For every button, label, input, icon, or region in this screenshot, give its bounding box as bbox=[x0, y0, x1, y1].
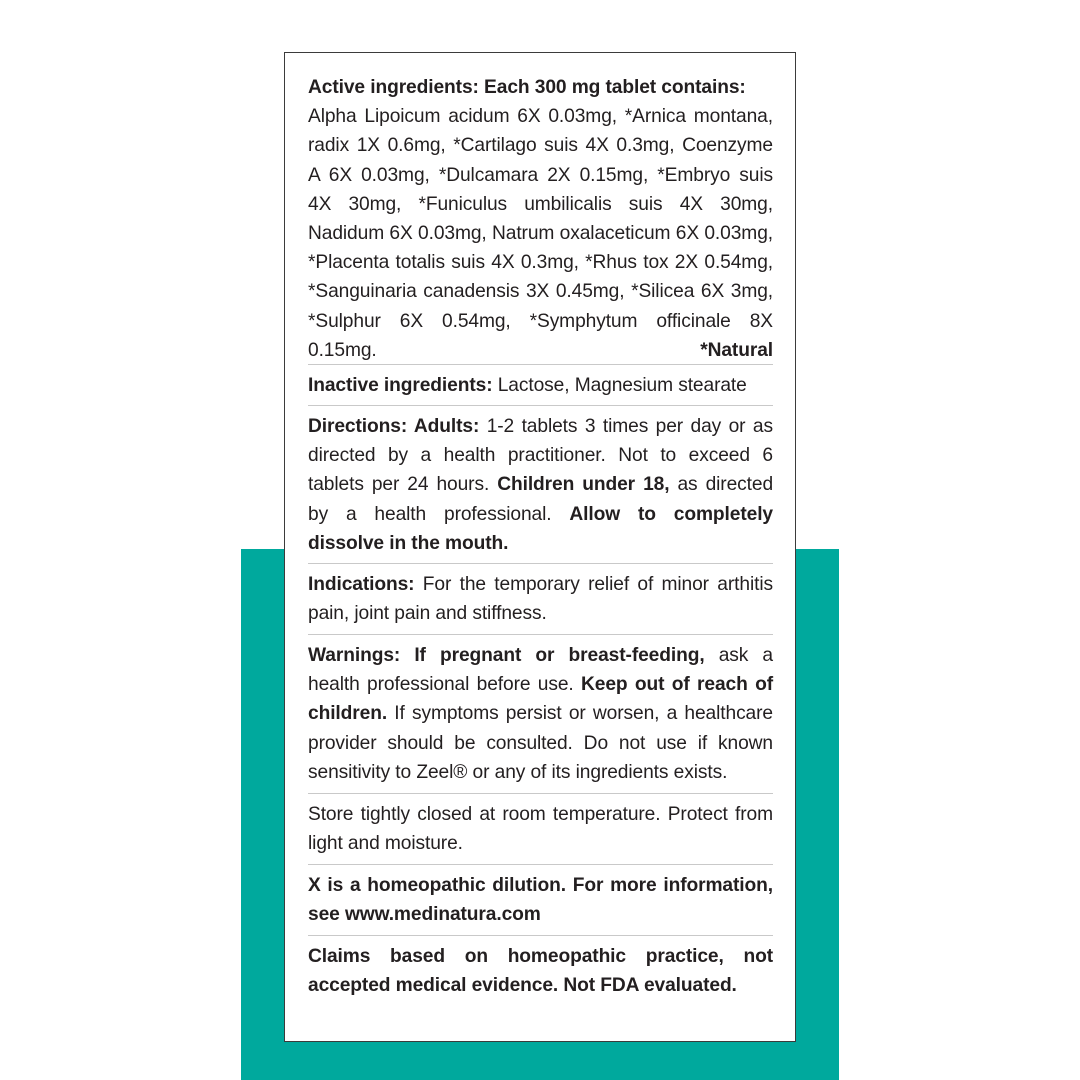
storage-section bbox=[308, 800, 773, 860]
divider bbox=[308, 935, 773, 936]
directions-dissolve-text: Allow to completely dissolve in the mouth. bbox=[308, 503, 774, 554]
claims-section bbox=[308, 942, 773, 1002]
dilution-note-section bbox=[308, 871, 773, 931]
natural-footnote: *Natural bbox=[700, 339, 773, 361]
directions-heading: Directions: Adults: bbox=[308, 416, 480, 437]
directions-children-heading: Children under 18, bbox=[497, 474, 670, 496]
active-ingredients-heading: Active ingredients: Each 300 mg tablet contains: bbox=[308, 77, 746, 98]
indications-text: For the temporary relief of minor arthitis pain, joint pain and stiffness. bbox=[308, 574, 773, 625]
inactive-ingredients-list: Lactose, Magnesium stearate bbox=[497, 375, 747, 396]
warnings-heading: Warnings: If pregnant or breast-feeding, bbox=[308, 645, 705, 666]
active-ingredients-section bbox=[308, 73, 773, 360]
inactive-ingredients-section bbox=[308, 371, 773, 401]
active-ingredients-list: Alpha Lipoicum acidum 6X 0.03mg, *Arnica montana, radix 1X 0.6mg, *Cartilago suis 4X 0.3mg, Coenzyme A 6X 0.03mg, *Dulcamara 2X 0.15mg, *Embryo suis 4X 30mg, *Funiculus umbilicalis suis 4X 30mg, Nadidum 6X 0.03mg, Natrum oxalaceticum 6X 0.03mg, *Placenta totalis suis 4X 0.3mg, *Rhus tox 2X 0.54mg, *Sanguinaria canadensis 3X 0.45mg, *Silicea 6X 3mg, *Sulphur 6X 0.54mg, *Symphytum officinale 8X 0.15mg. bbox=[308, 106, 773, 361]
divider bbox=[308, 405, 773, 406]
directions-adults-text: 1-2 tablets 3 times per day or as directed by a health practitioner. Not to exceed 6 tablets per 24 hours. bbox=[308, 416, 773, 496]
divider bbox=[308, 793, 773, 794]
warnings-text-1: ask a health professional before use. bbox=[308, 645, 773, 696]
inactive-ingredients-heading: Inactive ingredients: bbox=[308, 375, 493, 396]
dilution-note-text: X is a homeopathic dilution. For more information, see www.medinatura.com bbox=[308, 875, 773, 926]
divider bbox=[308, 563, 773, 564]
directions-section bbox=[308, 412, 773, 559]
drug-facts-label bbox=[284, 52, 796, 1042]
warnings-text-2: If symptoms persist or worsen, a healthcare provider should be consulted. Do not use if known sensitivity to Zeel® or any of its ingredients exists. bbox=[308, 703, 773, 783]
divider bbox=[308, 634, 773, 635]
directions-children-text: as directed by a health professional. bbox=[308, 474, 774, 525]
indications-section bbox=[308, 570, 773, 630]
warnings-keep-out-text: Keep out of reach of children. bbox=[308, 674, 774, 725]
warnings-section bbox=[308, 641, 773, 789]
storage-text: Store tightly closed at room temperature. Protect from light and moisture. bbox=[308, 804, 773, 855]
indications-heading: Indications: bbox=[308, 574, 415, 595]
divider bbox=[308, 864, 773, 865]
claims-text: Claims based on homeopathic practice, not accepted medical evidence. Not FDA evaluated. bbox=[308, 946, 773, 997]
